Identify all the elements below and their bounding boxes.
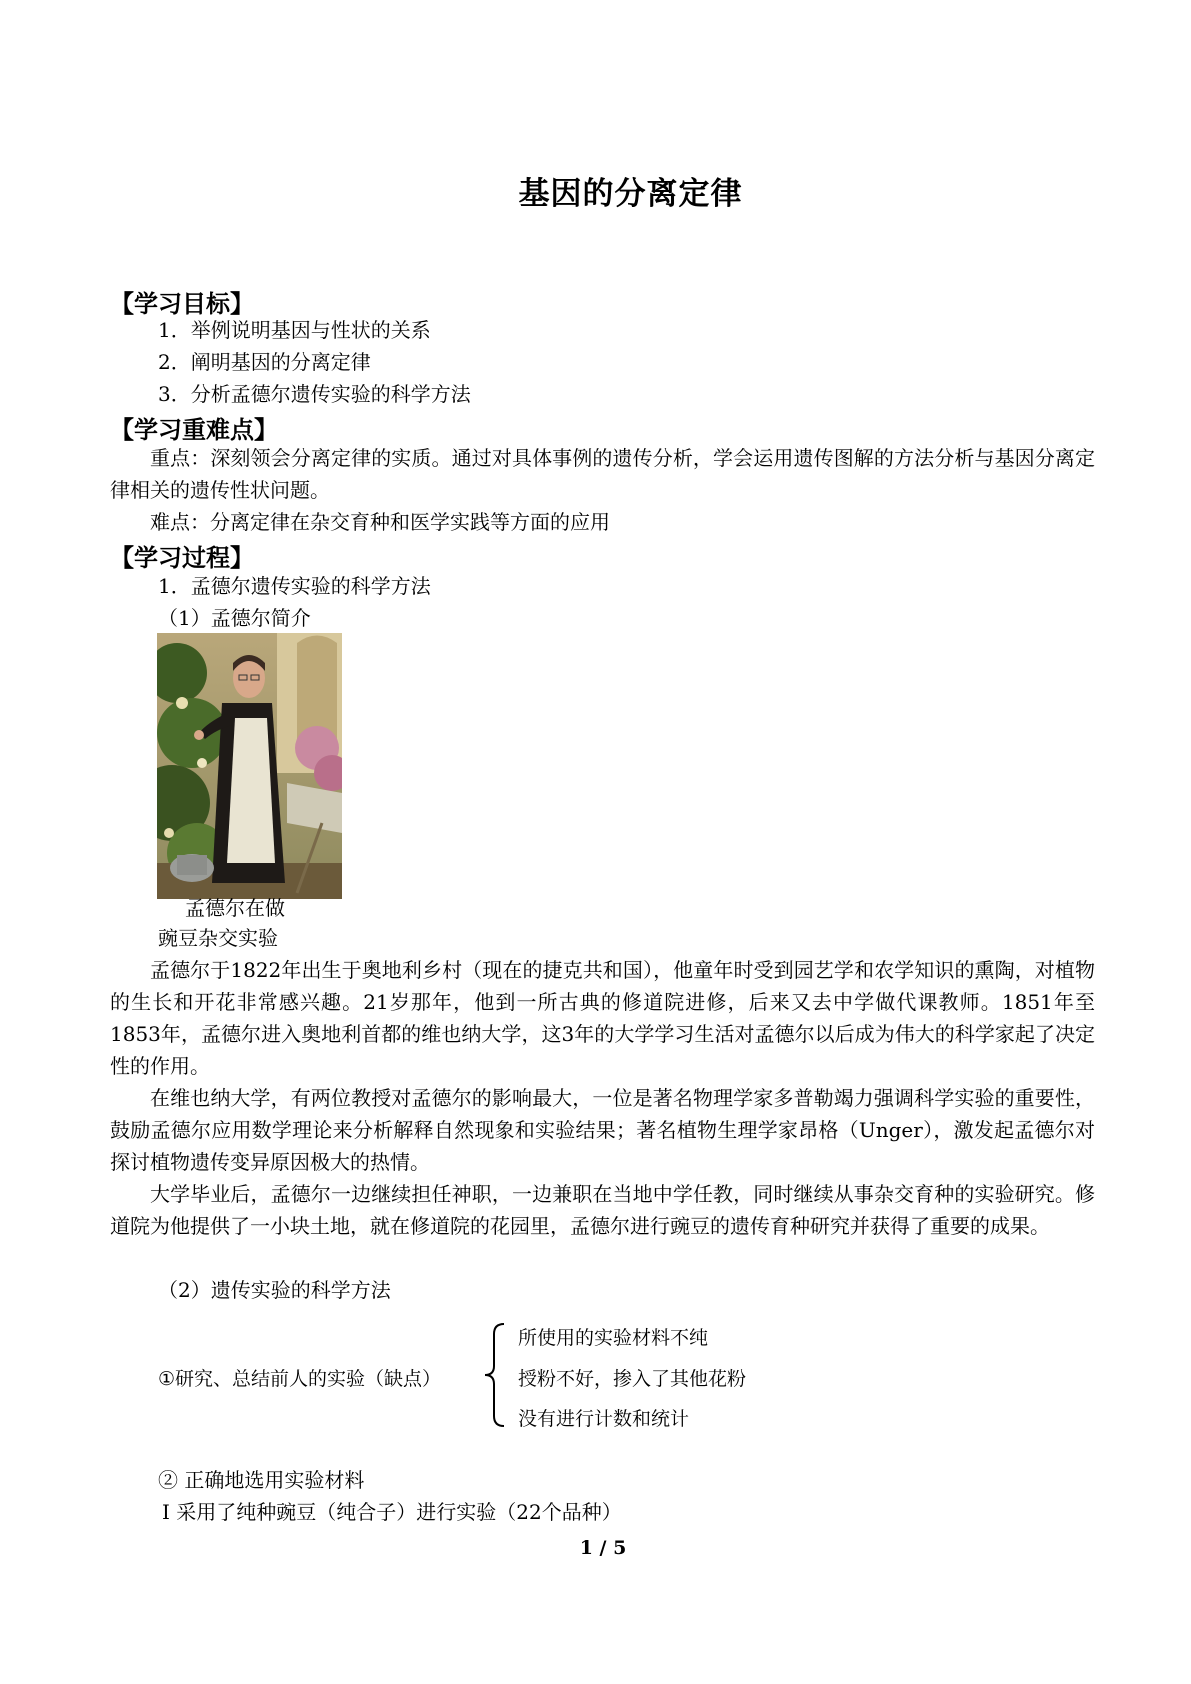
diagram-right-item-1: 所使用的实验材料不纯: [518, 1327, 709, 1349]
step-2: ② 正确地选用实验材料: [158, 1468, 365, 1492]
step-2-item-1: Ⅰ 采用了纯种豌豆（纯合子）进行实验（22个品种）: [162, 1500, 622, 1524]
process-subheading-1-1: （1）孟德尔简介: [158, 606, 311, 630]
section-heading-process: 【学习过程】: [110, 544, 254, 572]
process-subheading-1-2: （2）遗传实验的科学方法: [158, 1278, 391, 1302]
section-heading-goals: 【学习目标】: [110, 290, 254, 318]
biography-paragraph-1: 孟德尔于1822年出生于奥地利乡村（现在的捷克共和国），他童年时受到园艺学和农学知识的熏陶，对植物的生长和开花非常感兴趣。21岁那年，他到一所古典的修道院进修，后来又去中学做代课教师。1851年至1853年，孟德尔进入奥地利首都的维也纳大学，这3年的大学学习生活对孟德尔以后成为伟大的科学家起了决定性的作用。: [110, 958, 1095, 1078]
photo-caption-line2: 豌豆杂交实验: [158, 926, 278, 950]
goal-item-1: 1．举例说明基因与性状的关系: [158, 318, 431, 342]
diagram-right-item-2: 授粉不好，掺入了其他花粉: [518, 1368, 747, 1390]
photo-caption-line1: 孟德尔在做: [185, 896, 285, 920]
diagram-left-label: ①研究、总结前人的实验（缺点）: [158, 1368, 442, 1390]
goal-item-2: 2．阐明基因的分离定律: [158, 350, 371, 374]
biography-paragraph-2: 在维也纳大学，有两位教授对孟德尔的影响最大，一位是著名物理学家多普勒竭力强调科学实验的重要性，鼓励孟德尔应用数学理论来分析解释自然现象和实验结果；著名植物生理学家昂格（Unger），激发起孟德尔对探讨植物遗传变异原因极大的热情。: [110, 1086, 1095, 1174]
biography-paragraph-3: 大学毕业后，孟德尔一边继续担任神职，一边兼职在当地中学任教，同时继续从事杂交育种的实验研究。修道院为他提供了一小块土地，就在修道院的花园里，孟德尔进行豌豆的遗传育种研究并获得了重要的成果。: [110, 1182, 1095, 1238]
section-heading-key-points: 【学习重难点】: [110, 416, 278, 444]
difficulty-paragraph: 难点：分离定律在杂交育种和医学实践等方面的应用: [150, 510, 610, 534]
goal-item-3: 3．分析孟德尔遗传实验的科学方法: [158, 382, 471, 406]
diagram-right-item-3: 没有进行计数和统计: [518, 1408, 690, 1430]
brace-icon: [482, 1322, 508, 1428]
mendel-photo: [157, 633, 342, 899]
process-subheading-1: 1．孟德尔遗传实验的科学方法: [158, 574, 431, 598]
focus-paragraph: 重点：深刻领会分离定律的实质。通过对具体事例的遗传分析，学会运用遗传图解的方法分析与基因分离定律相关的遗传性状问题。: [110, 446, 1095, 502]
page-title: 基因的分离定律: [518, 176, 743, 212]
page-number: 1 / 5: [579, 1537, 627, 1559]
